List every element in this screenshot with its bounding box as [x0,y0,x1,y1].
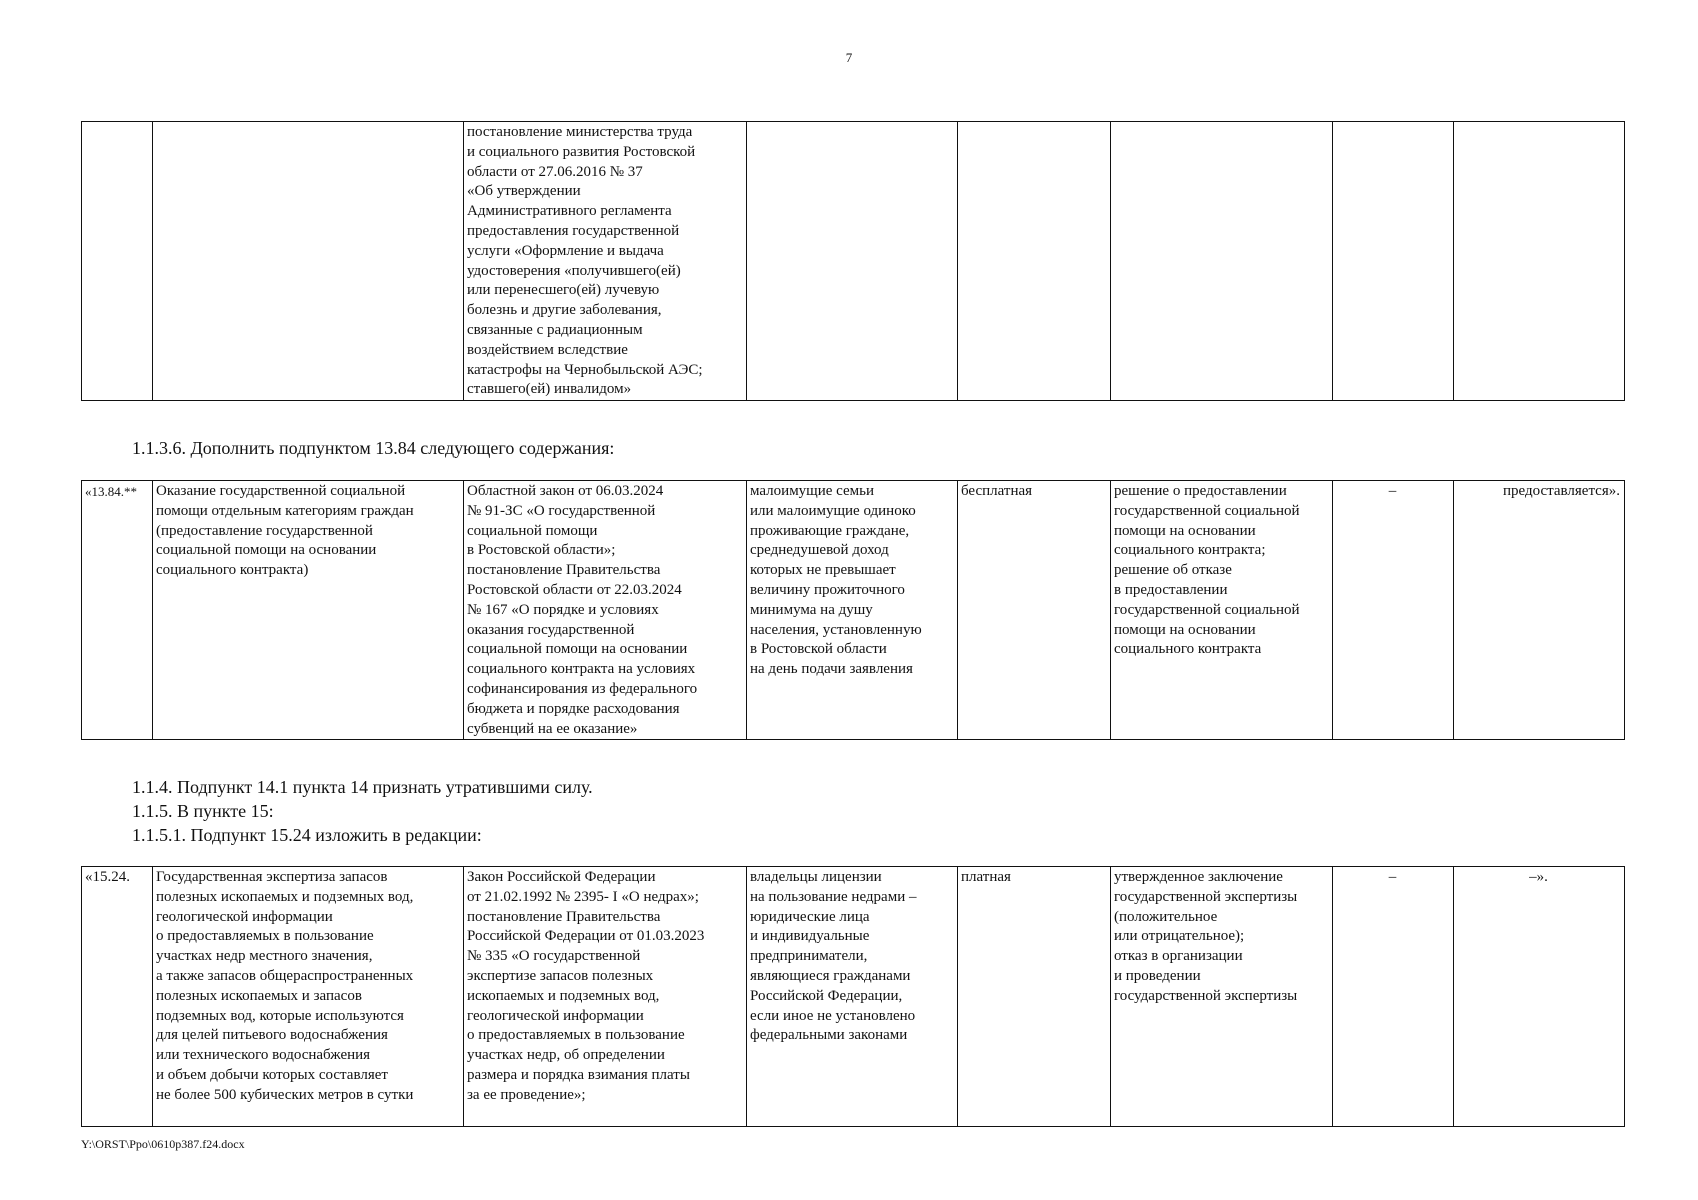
cell-result [1111,122,1333,401]
cell-dash: – [1333,867,1454,1127]
cell-number: «15.24. [82,867,153,1127]
table-item-13-84 [81,480,1625,740]
cell-legal-basis: постановление министерства труда и социального развития Ростовской области от 27.06.2016 № 37 «Об утверждении Административного регламента предоставления государственной услуги «Оформление и выдача удостоверения «получившего(ей) или перенесшего(ей) лучевую болезнь и другие заболевания, связанные с радиационным воздействием вследствие катастрофы на Чернобыльской АЭС; ставшего(ей) инвалидом» [464,122,747,401]
paragraph-1-1-5: 1.1.5. В пункте 15: [132,801,274,821]
cell-col7 [1333,122,1454,401]
cell-legal-basis: Областной закон от 06.03.2024 № 91-ЗС «О государственной социальной помощи в Ростовской области»; постановление Правительства Ростовской области от 22.03.2024 № 167 «О порядке и условиях оказания государственной социальной помощи на основании социального контракта на условиях софинансирования из федерального бюджета и порядке расходования субвенций на ее оказание» [464,481,747,740]
cell-payment: платная [958,867,1111,1127]
cell-recipients: владельцы лицензии на пользование недрами – юридические лица и индивидуальные предприниматели, являющиеся гражданами Российской Федерации, если иное не установлено федеральными законами [747,867,958,1127]
cell-recipients [747,122,958,401]
cell-provision: предоставляется». [1454,481,1625,740]
cell-service-name: Государственная экспертиза запасов полезных ископаемых и подземных вод, геологической информации о предоставляемых в пользование участках недр местного значения, а также запасов общераспространенных полезных ископаемых и запасов подземных вод, которые используются для целей питьевого водоснабжения или технического водоснабжения и объем добычи которых составляет не более 500 кубических метров в сутки [153,867,464,1127]
cell-number [82,122,153,401]
table-row [82,867,1625,1127]
cell-col8 [1454,122,1625,401]
cell-service-name: Оказание государственной социальной помощи отдельным категориям граждан (предоставление государственной социальной помощи на основании социального контракта) [153,481,464,740]
cell-service-name [153,122,464,401]
cell-result: утвержденное заключение государственной экспертизы (положительное или отрицательное); отказ в организации и проведении государственной экспертизы [1111,867,1333,1127]
cell-dash: – [1333,481,1454,740]
cell-payment [958,122,1111,401]
table-row [82,481,1625,740]
table-item-15-24 [81,866,1625,1127]
table-row [82,122,1625,401]
cell-result: решение о предоставлении государственной социальной помощи на основании социального контракта; решение об отказе в предоставлении государственной социальной помощи на основании социального контракта [1111,481,1333,740]
table-continuation [81,121,1625,401]
cell-legal-basis: Закон Российской Федерации от 21.02.1992 № 2395- I «О недрах»; постановление Правительства Российской Федерации от 01.03.2023 № 335 «О государственной экспертизе запасов полезных ископаемых и подземных вод, геологической информации о предоставляемых в пользование участках недр, об определении размера и порядка взимания платы за ее проведение»; [464,867,747,1127]
page-number: 7 [845,50,853,65]
cell-recipients: малоимущие семьи или малоимущие одиноко проживающие граждане, среднедушевой доход которых не превышает величину прожиточного минимума на душу населения, установленную в Ростовской области на день подачи заявления [747,481,958,740]
paragraph-1-1-4: 1.1.4. Подпункт 14.1 пункта 14 признать утратившими силу. [132,777,593,797]
file-path-footer: Y:\ORST\Ppo\0610p387.f24.docx [81,1137,245,1151]
paragraph-1-1-5-1: 1.1.5.1. Подпункт 15.24 изложить в редакции: [132,825,482,845]
paragraph-1-1-3-6: 1.1.3.6. Дополнить подпунктом 13.84 следующего содержания: [132,438,615,458]
cell-number: «13.84.** [82,481,153,740]
cell-payment: бесплатная [958,481,1111,740]
cell-provision: –». [1454,867,1625,1127]
